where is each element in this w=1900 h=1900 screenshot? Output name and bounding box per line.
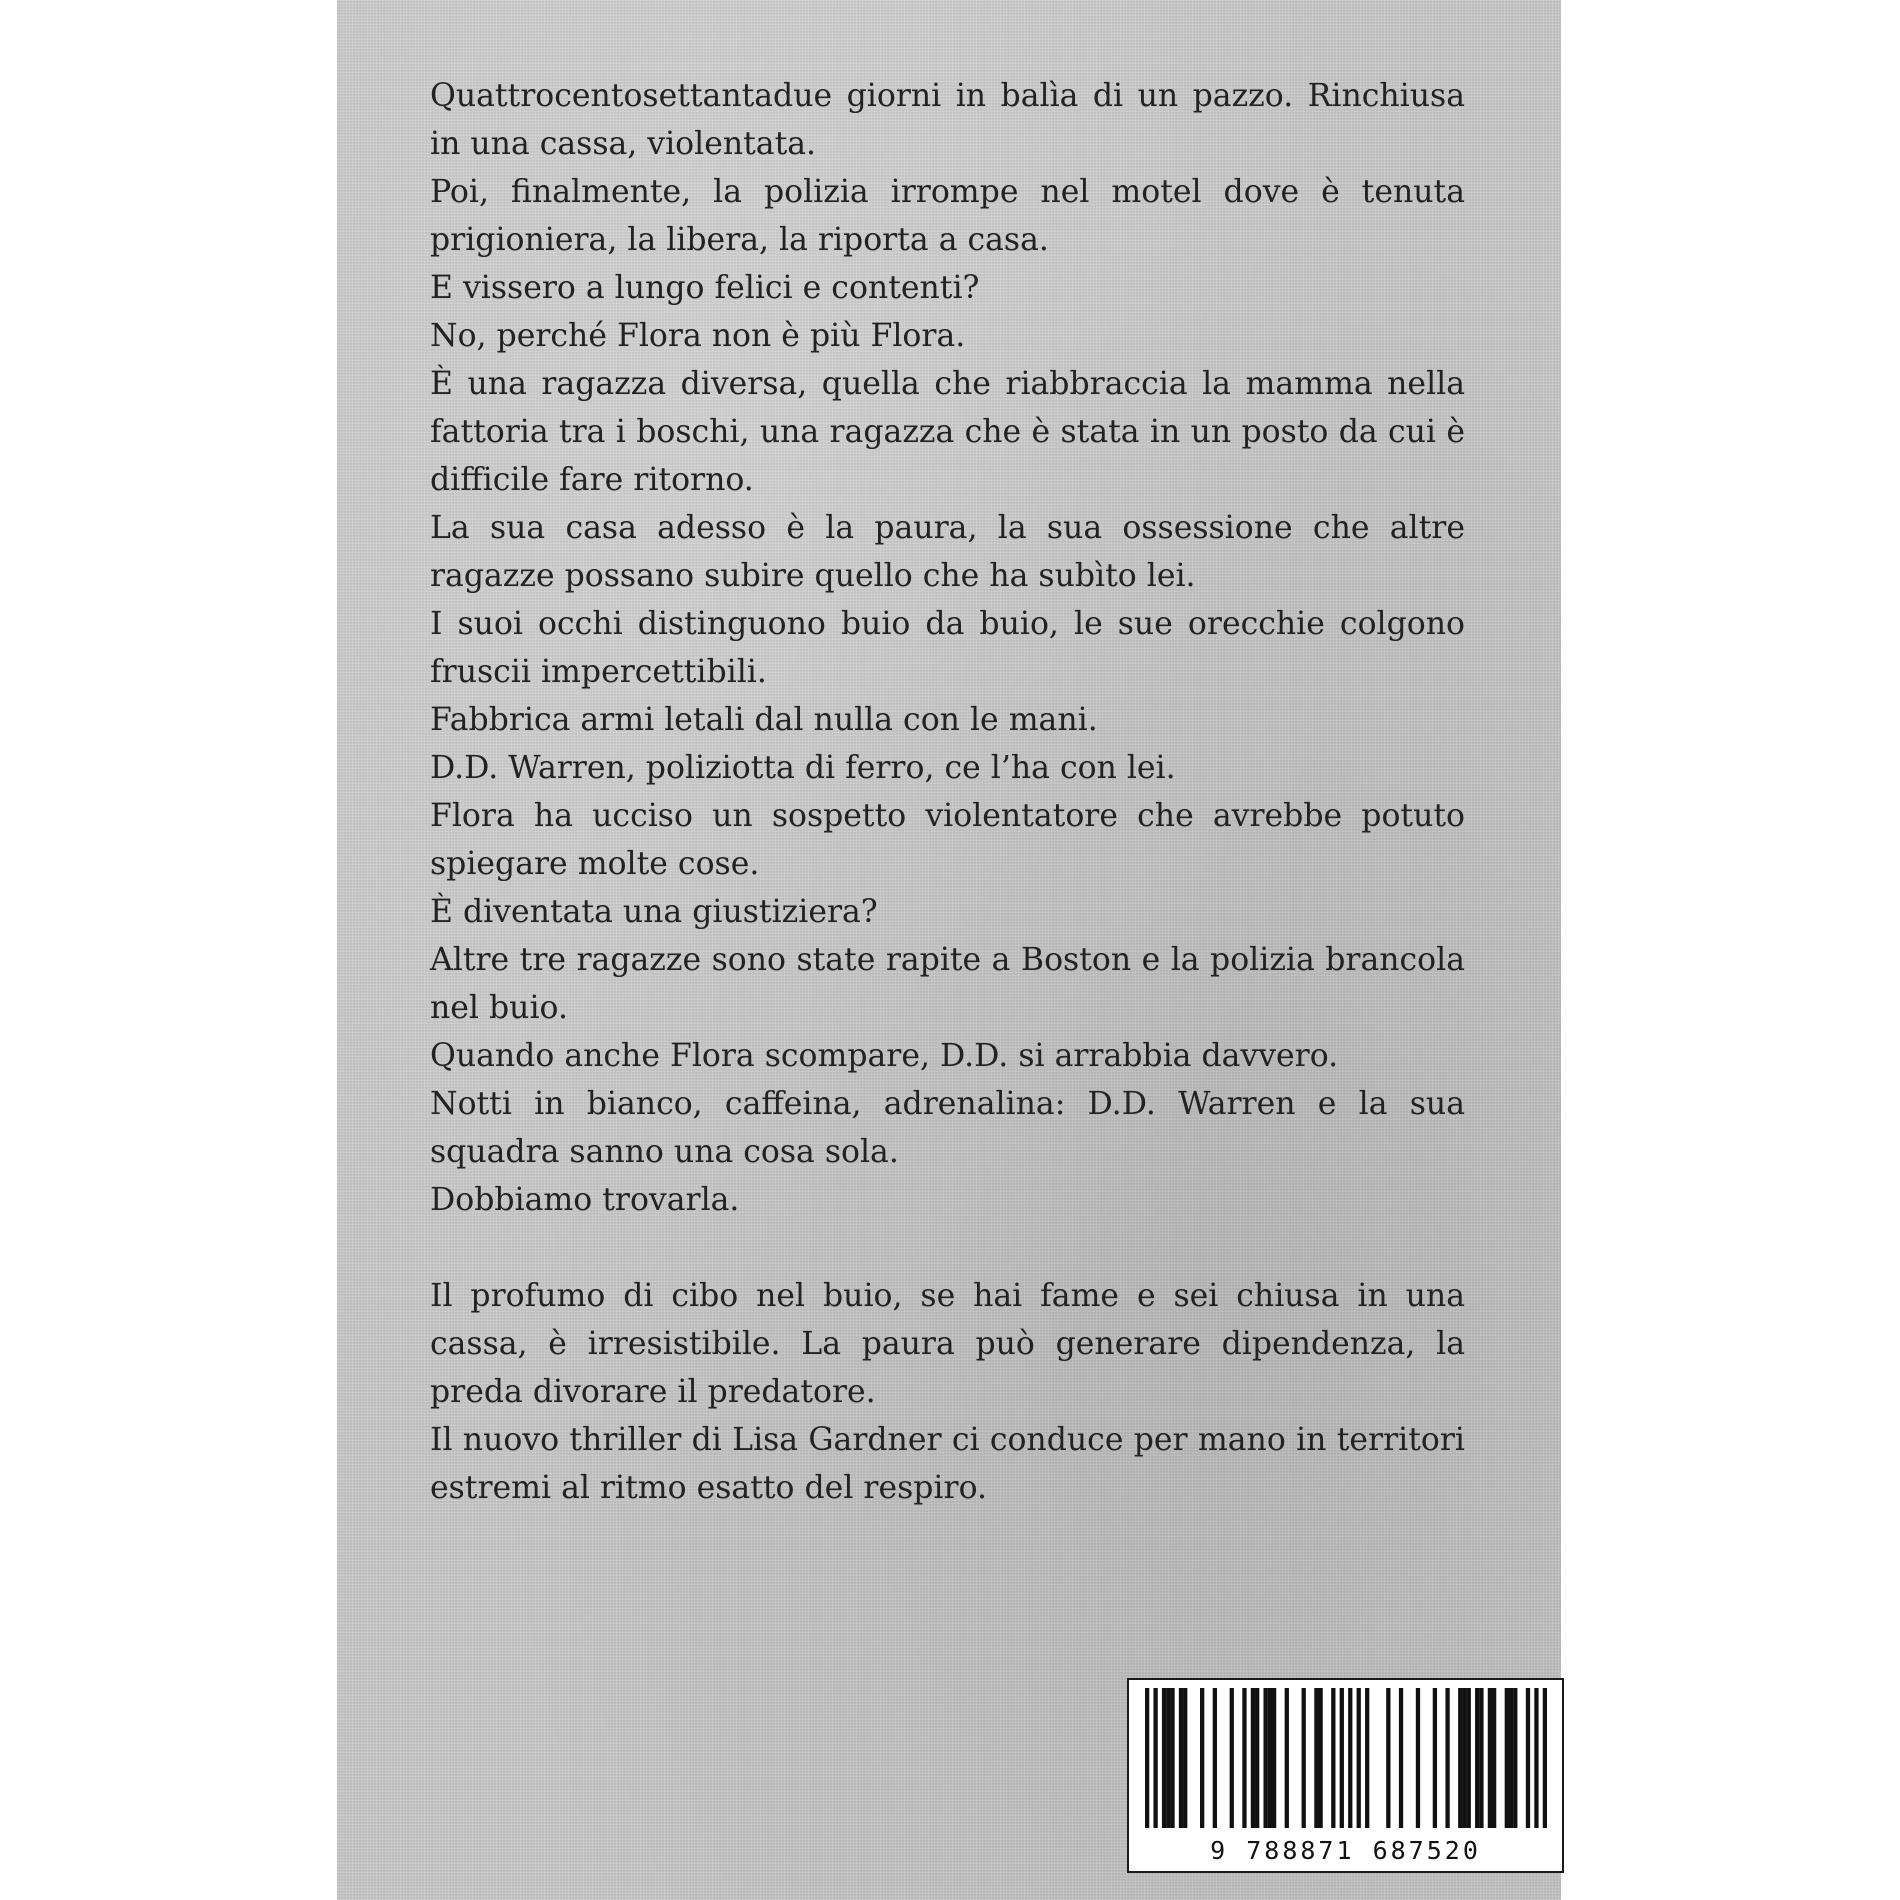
barcode-bar — [1242, 1688, 1246, 1828]
barcode-bar — [1475, 1688, 1479, 1828]
barcode-bar — [1445, 1688, 1449, 1828]
barcode-bars — [1145, 1688, 1547, 1828]
barcode-bar — [1399, 1688, 1403, 1828]
barcode-bar — [1467, 1688, 1471, 1828]
blurb-paragraph: I suoi occhi distinguono buio da buio, le sue orecchie colgono fruscii impercettibili. — [430, 606, 1465, 690]
blurb-paragraph: D.D. Warren, poliziotta di ferro, ce l’ha con lei. — [430, 750, 1176, 786]
blurb-paragraph: Quattrocentosettantadue giorni in balìa di un pazzo. Rinchiusa in una cassa, violentata. — [430, 78, 1465, 162]
barcode-bar — [1153, 1688, 1157, 1828]
barcode-bar — [1166, 1688, 1170, 1828]
barcode-bar — [1255, 1688, 1259, 1828]
barcode-bar — [1433, 1688, 1437, 1828]
barcode-number: 9 788871 687520 — [1210, 1836, 1481, 1865]
blurb-paragraph: È diventata una giustiziera? — [430, 894, 878, 930]
barcode-bar — [1268, 1688, 1272, 1828]
barcode-bar — [1513, 1688, 1517, 1828]
barcode-bar — [1318, 1688, 1322, 1828]
barcode-bar — [1543, 1688, 1547, 1828]
blurb-paragraph: Fabbrica armi letali dal nulla con le mani. — [430, 702, 1098, 738]
barcode-bar — [1386, 1688, 1390, 1828]
barcode-bar — [1509, 1688, 1513, 1828]
barcode-bar — [1348, 1688, 1352, 1828]
barcode-bar — [1416, 1688, 1420, 1828]
barcode-bar — [1170, 1688, 1174, 1828]
blurb-paragraph: Poi, finalmente, la polizia irrompe nel motel dove è tenuta prigioniera, la libera, la riporta a casa. — [430, 174, 1465, 258]
barcode-bar — [1488, 1688, 1492, 1828]
barcode-bar — [1505, 1688, 1509, 1828]
blurb-paragraph: Il profumo di cibo nel buio, se hai fame e sei chiusa in una cassa, è irresistibile. La paura può generare dipendenza, la preda divorare il predatore. — [430, 1278, 1465, 1410]
blurb-paragraph: Flora ha ucciso un sospetto violentatore che avrebbe potuto spiegare molte cose. — [430, 798, 1465, 882]
book-back-cover — [337, 0, 1561, 1900]
barcode-bar — [1462, 1688, 1466, 1828]
isbn-barcode — [1127, 1678, 1564, 1873]
barcode-bar — [1200, 1688, 1204, 1828]
blurb-text — [430, 72, 1465, 1512]
blurb-paragraph: Dobbiamo trovarla. — [430, 1182, 740, 1218]
barcode-bar — [1331, 1688, 1335, 1828]
blurb-paragraph: Altre tre ragazze sono state rapite a Boston e la polizia brancola nel buio. — [430, 942, 1465, 1026]
barcode-bar — [1314, 1688, 1318, 1828]
barcode-bar — [1365, 1688, 1369, 1828]
blurb-paragraph: Quando anche Flora scompare, D.D. si arrabbia davvero. — [430, 1038, 1339, 1074]
barcode-bar — [1230, 1688, 1234, 1828]
barcode-bar — [1458, 1688, 1462, 1828]
barcode-bar — [1526, 1688, 1530, 1828]
barcode-bar — [1479, 1688, 1483, 1828]
blurb-paragraph: E vissero a lungo felici e contenti? — [430, 270, 980, 306]
barcode-bar — [1183, 1688, 1187, 1828]
barcode-bar — [1251, 1688, 1255, 1828]
barcode-bar — [1179, 1688, 1183, 1828]
barcode-bar — [1357, 1688, 1361, 1828]
barcode-bar — [1340, 1688, 1344, 1828]
barcode-bar — [1285, 1688, 1289, 1828]
paragraph-spacer — [430, 1224, 1465, 1272]
barcode-bar — [1213, 1688, 1217, 1828]
blurb-paragraph: No, perché Flora non è più Flora. — [430, 318, 966, 354]
barcode-bar — [1162, 1688, 1166, 1828]
blurb-paragraph: Il nuovo thriller di Lisa Gardner ci conduce per mano in territori estremi al ritmo esatto del respiro. — [430, 1422, 1465, 1506]
barcode-bar — [1302, 1688, 1306, 1828]
barcode-bar — [1263, 1688, 1267, 1828]
barcode-bar — [1145, 1688, 1149, 1828]
blurb-paragraph: È una ragazza diversa, quella che riabbraccia la mamma nella fattoria tra i boschi, una ragazza che è stata in un posto da cui è difficile fare ritorno. — [430, 366, 1465, 498]
barcode-bar — [1272, 1688, 1276, 1828]
blurb-paragraph: La sua casa adesso è la paura, la sua ossessione che altre ragazze possano subire quello che ha subìto lei. — [430, 510, 1465, 594]
barcode-bar — [1492, 1688, 1496, 1828]
blurb-paragraph: Notti in bianco, caffeina, adrenalina: D.D. Warren e la sua squadra sanno una cosa sola. — [430, 1086, 1465, 1170]
barcode-bar — [1534, 1688, 1538, 1828]
